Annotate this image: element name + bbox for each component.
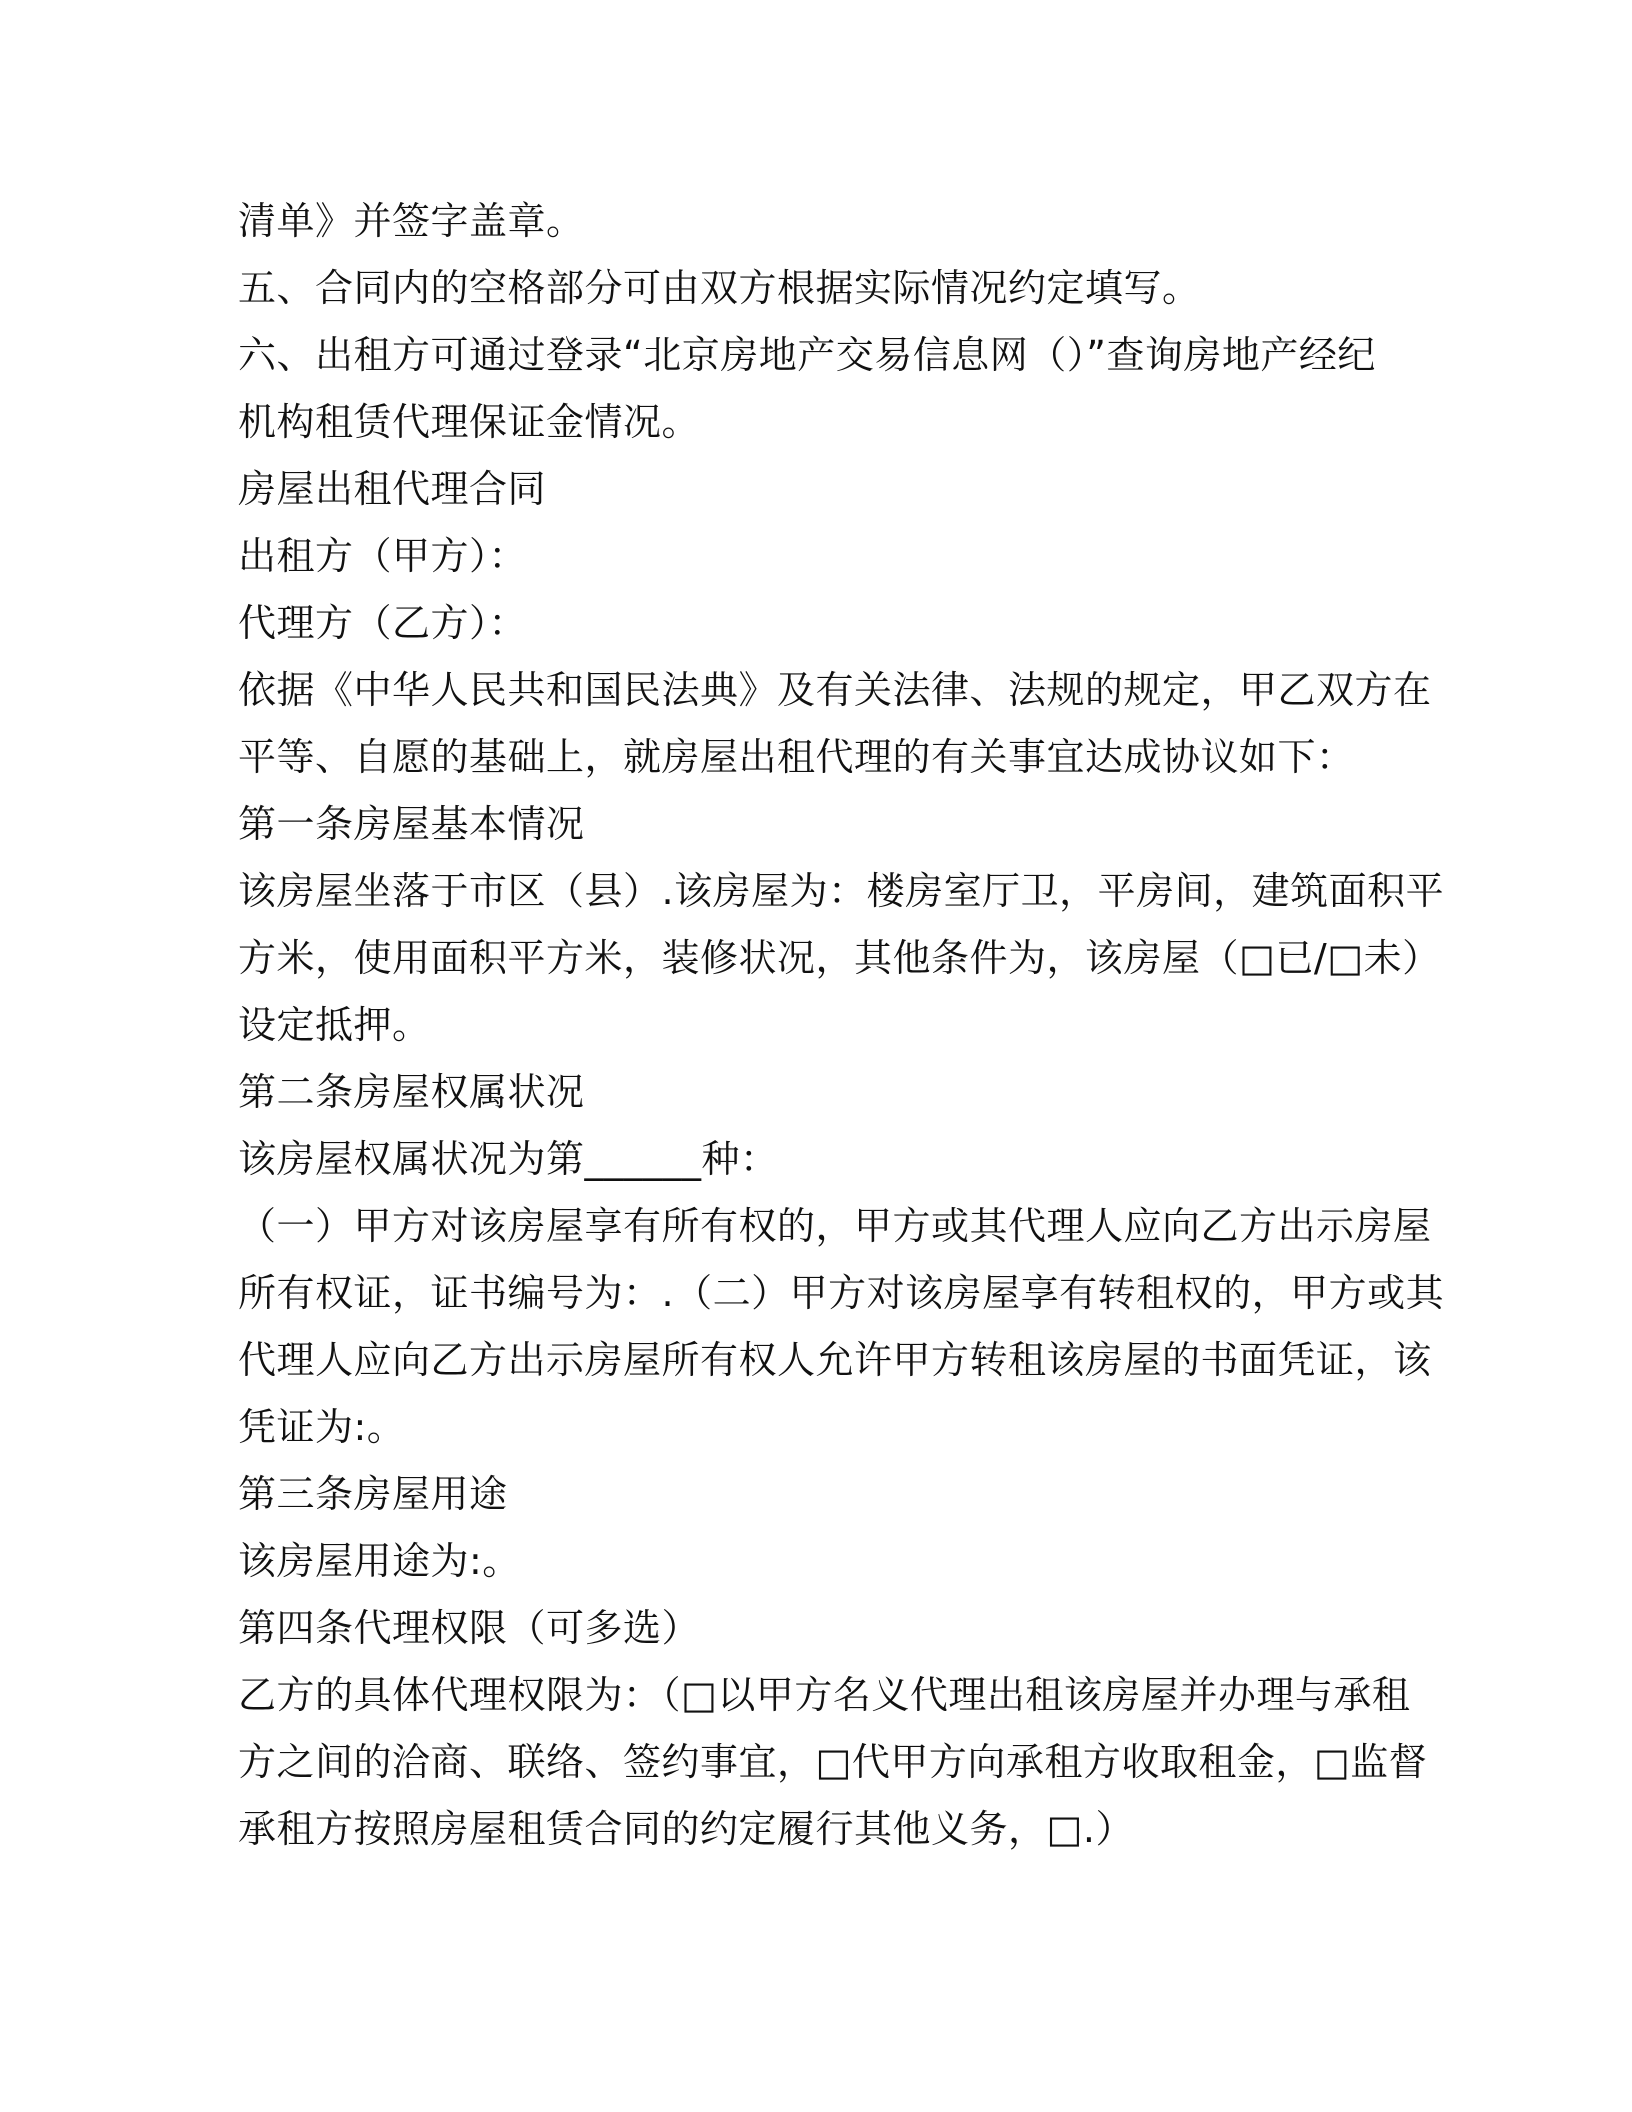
lessor-line: 出租方（甲方）： (238, 534, 528, 578)
agent-line: 代理方（乙方）： (238, 601, 528, 645)
text-line: 平等、自愿的基础上，就房屋出租代理的有关事宜达成协议如下： (238, 735, 1355, 779)
text-line: 方之间的洽商、联络、签约事宜，□代甲方向承租方收取租金，□监督 (238, 1740, 1428, 1784)
article-heading: 第三条房屋用途 (238, 1472, 508, 1516)
text-line: 所有权证，证书编号为：.（二）甲方对该房屋享有转租权的，甲方或其 (238, 1271, 1445, 1315)
text-line: 代理人应向乙方出示房屋所有权人允许甲方转租该房屋的书面凭证，该 (238, 1338, 1432, 1382)
text-line: 该房屋坐落于市区（县）.该房屋为：楼房室厅卫，平房间，建筑面积平 (238, 869, 1445, 913)
article-heading: 第四条代理权限（可多选） (238, 1606, 701, 1650)
text-line: 六、出租方可通过登录“北京房地产交易信息网（）”查询房地产经纪 (238, 333, 1376, 377)
text-line: 依据《中华人民共和国民法典》及有关法律、法规的规定，甲乙双方在 (238, 668, 1432, 712)
text-line: 凭证为:。 (238, 1405, 406, 1449)
text-line: 机构租赁代理保证金情况。 (238, 400, 701, 444)
article-heading: 第二条房屋权属状况 (238, 1070, 585, 1114)
text-line: 承租方按照房屋租赁合同的约定履行其他义务，□.） (238, 1807, 1134, 1851)
text-line: 该房屋权属状况为第______种： (238, 1137, 779, 1181)
text-line: 该房屋用途为:。 (238, 1539, 521, 1583)
document-body (238, 188, 1445, 1863)
article-heading: 第一条房屋基本情况 (238, 802, 585, 846)
text-line: 清单》并签字盖章。 (238, 199, 585, 243)
text-line: 设定抵押。 (238, 1003, 431, 1047)
text-line: （一）甲方对该房屋享有所有权的，甲方或其代理人应向乙方出示房屋 (238, 1204, 1432, 1248)
text-line: 方米，使用面积平方米，装修状况，其他条件为，该房屋（□已/□未） (238, 936, 1441, 980)
text-line: 乙方的具体代理权限为：（□以甲方名义代理出租该房屋并办理与承租 (238, 1673, 1411, 1717)
text-line: 五、合同内的空格部分可由双方根据实际情况约定填写。 (238, 266, 1201, 310)
contract-title: 房屋出租代理合同 (238, 467, 547, 511)
